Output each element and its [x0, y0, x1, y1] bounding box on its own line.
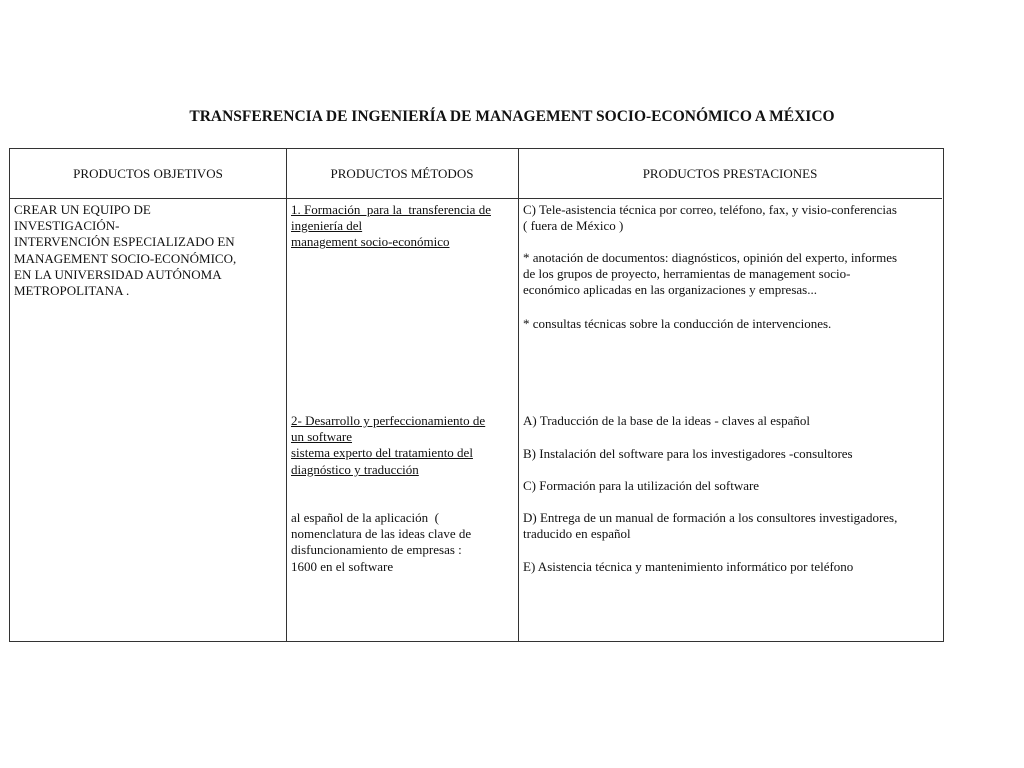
- column-divider: [518, 149, 519, 641]
- desarrollo-line: un software: [291, 429, 353, 445]
- document-title: TRANSFERENCIA DE INGENIERÍA DE MANAGEMENT SOCIO-ECONÓMICO A MÉXICO: [189, 108, 835, 125]
- prestacion-item-b: B) Instalación del software para los investigadores -consultores: [523, 446, 853, 461]
- objetivos-line: INTERVENCIÓN ESPECIALIZADO EN: [14, 234, 235, 250]
- objetivos-line: EN LA UNIVERSIDAD AUTÓNOMA: [14, 266, 222, 282]
- products-table: [9, 148, 944, 642]
- formacion-line: 1. Formación para la transferencia de: [291, 202, 491, 217]
- tele-line: C) Tele-asistencia técnica por correo, teléfono, fax, y visio-conferencias: [523, 202, 897, 217]
- prestacion-anotacion: [523, 250, 941, 299]
- header-metodos: PRODUCTOS MÉTODOS: [286, 149, 518, 199]
- column-divider: [286, 149, 287, 641]
- objetivos-line: MANAGEMENT SOCIO-ECONÓMICO,: [14, 250, 237, 266]
- prestacion-tele-asistencia: [523, 202, 941, 234]
- aplicacion-line: 1600 en el software: [291, 558, 394, 574]
- aplicacion-line: al español de la aplicación (: [291, 510, 439, 525]
- objetivos-line: INVESTIGACIÓN-: [14, 218, 120, 234]
- desarrollo-line: sistema experto del tratamiento del: [291, 445, 473, 461]
- prestacion-item-e: E) Asistencia técnica y mantenimiento informático por teléfono: [523, 559, 854, 574]
- tele-line: ( fuera de México ): [523, 218, 624, 234]
- aplicacion-line: disfuncionamiento de empresas :: [291, 542, 462, 558]
- formacion-line: management socio-económico: [291, 234, 450, 250]
- prestacion-item-a: A) Traducción de la base de la ideas - claves al español: [523, 413, 810, 428]
- metodo-desarrollo: [291, 413, 517, 478]
- aplicacion-line: nomenclatura de las ideas clave de: [291, 526, 472, 542]
- objetivos-line: METROPOLITANA .: [14, 283, 130, 299]
- metodo-formacion: [291, 202, 517, 251]
- item-d-line: traducido en español: [523, 526, 631, 542]
- prestacion-item-d: [523, 510, 941, 542]
- desarrollo-line: diagnóstico y traducción: [291, 461, 419, 477]
- anotacion-line: * anotación de documentos: diagnósticos, opinión del experto, informes: [523, 250, 898, 265]
- prestacion-consultas: * consultas técnicas sobre la conducción de intervenciones.: [523, 316, 832, 331]
- prestacion-item-c: C) Formación para la utilización del software: [523, 478, 760, 493]
- header-objetivos: PRODUCTOS OBJETIVOS: [10, 149, 286, 199]
- desarrollo-line: 2- Desarrollo y perfeccionamiento de: [291, 413, 486, 428]
- metodo-aplicacion: [291, 510, 517, 575]
- anotacion-line: de los grupos de proyecto, herramientas de management socio-: [523, 266, 851, 282]
- anotacion-line: económico aplicadas en las organizaciones y empresas...: [523, 282, 817, 298]
- objetivos-line: CREAR UN EQUIPO DE: [14, 202, 151, 217]
- header-prestaciones: PRODUCTOS PRESTACIONES: [518, 149, 942, 199]
- item-d-line: D) Entrega de un manual de formación a los consultores investigadores,: [523, 510, 898, 525]
- objetivos-cell: [14, 202, 282, 299]
- formacion-line: ingeniería del: [291, 218, 363, 234]
